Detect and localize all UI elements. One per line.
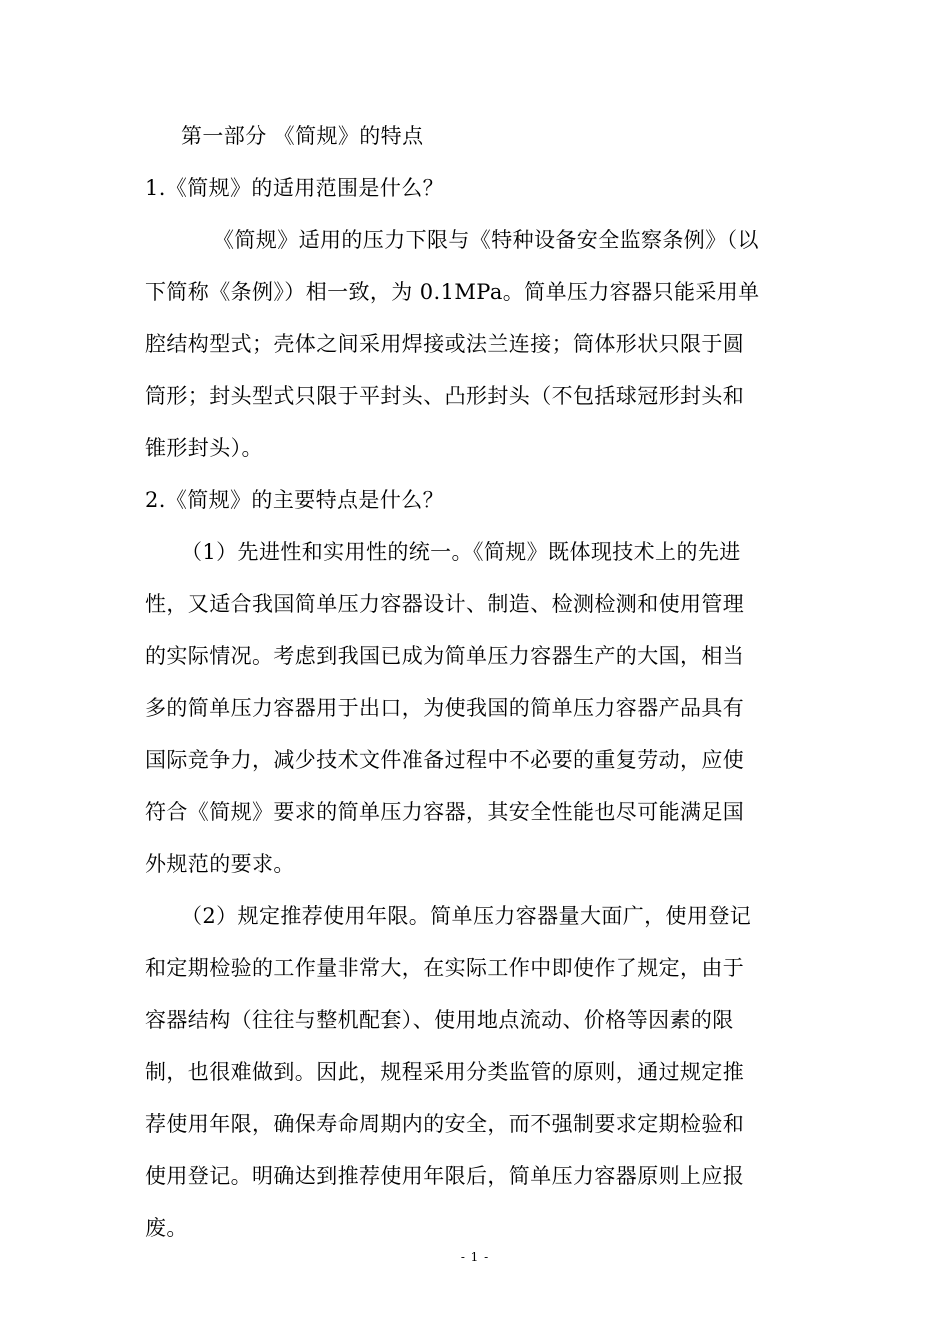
section-title: 第一部分 《简规》的特点 xyxy=(181,124,424,148)
question-heading-2: 2.《简规》的主要特点是什么？ xyxy=(145,488,445,512)
paragraph-line: 腔结构型式；壳体之间采用焊接或法兰连接；筒体形状只限于圆 xyxy=(145,332,745,356)
paragraph-line: 符合《简规》要求的简单压力容器，其安全性能也尽可能满足国 xyxy=(145,800,745,824)
paragraph-line: 制，也很难做到。因此，规程采用分类监管的原则，通过规定推 xyxy=(145,1060,745,1084)
paragraph-line: 容器结构（往往与整机配套）、使用地点流动、价格等因素的限 xyxy=(145,1008,734,1032)
paragraph-line: 的实际情况。考虑到我国已成为简单压力容器生产的大国，相当 xyxy=(145,644,745,668)
paragraph-line: 多的简单压力容器用于出口，为使我国的简单压力容器产品具有 xyxy=(145,696,745,720)
paragraph-line: 使用登记。明确达到推荐使用年限后，简单压力容器原则上应报 xyxy=(145,1164,745,1188)
paragraph-line: 荐使用年限，确保寿命周期内的安全，而不强制要求定期检验和 xyxy=(145,1112,745,1136)
paragraph-line: 国际竞争力，减少技术文件准备过程中不必要的重复劳动，应使 xyxy=(145,748,745,772)
paragraph-line: 筒形；封头型式只限于平封头、凸形封头（不包括球冠形封头和 xyxy=(145,384,745,408)
paragraph-line: 和定期检验的工作量非常大，在实际工作中即使作了规定，由于 xyxy=(145,956,745,980)
question-heading-1: 1.《简规》的适用范围是什么？ xyxy=(145,176,445,200)
paragraph-line: 锥形封头）。 xyxy=(145,436,263,460)
paragraph-line: 废。 xyxy=(145,1216,188,1240)
paragraph-line: 外规范的要求。 xyxy=(145,852,295,876)
paragraph-line: 下简称《条例》）相一致，为 0.1MPa。简单压力容器只能采用单 xyxy=(145,280,760,304)
paragraph-line: 性，又适合我国简单压力容器设计、制造、检测检测和使用管理 xyxy=(145,592,745,616)
paragraph-line: （1）先进性和实用性的统一。《简规》既体现技术上的先进 xyxy=(181,540,741,564)
page-number: - 1 - xyxy=(460,1250,490,1264)
paragraph-line: 《简规》适用的压力下限与《特种设备安全监察条例》（以 xyxy=(213,228,759,252)
document-body xyxy=(145,110,810,1254)
paragraph-line: （2）规定推荐使用年限。简单压力容器量大面广，使用登记 xyxy=(181,904,752,928)
